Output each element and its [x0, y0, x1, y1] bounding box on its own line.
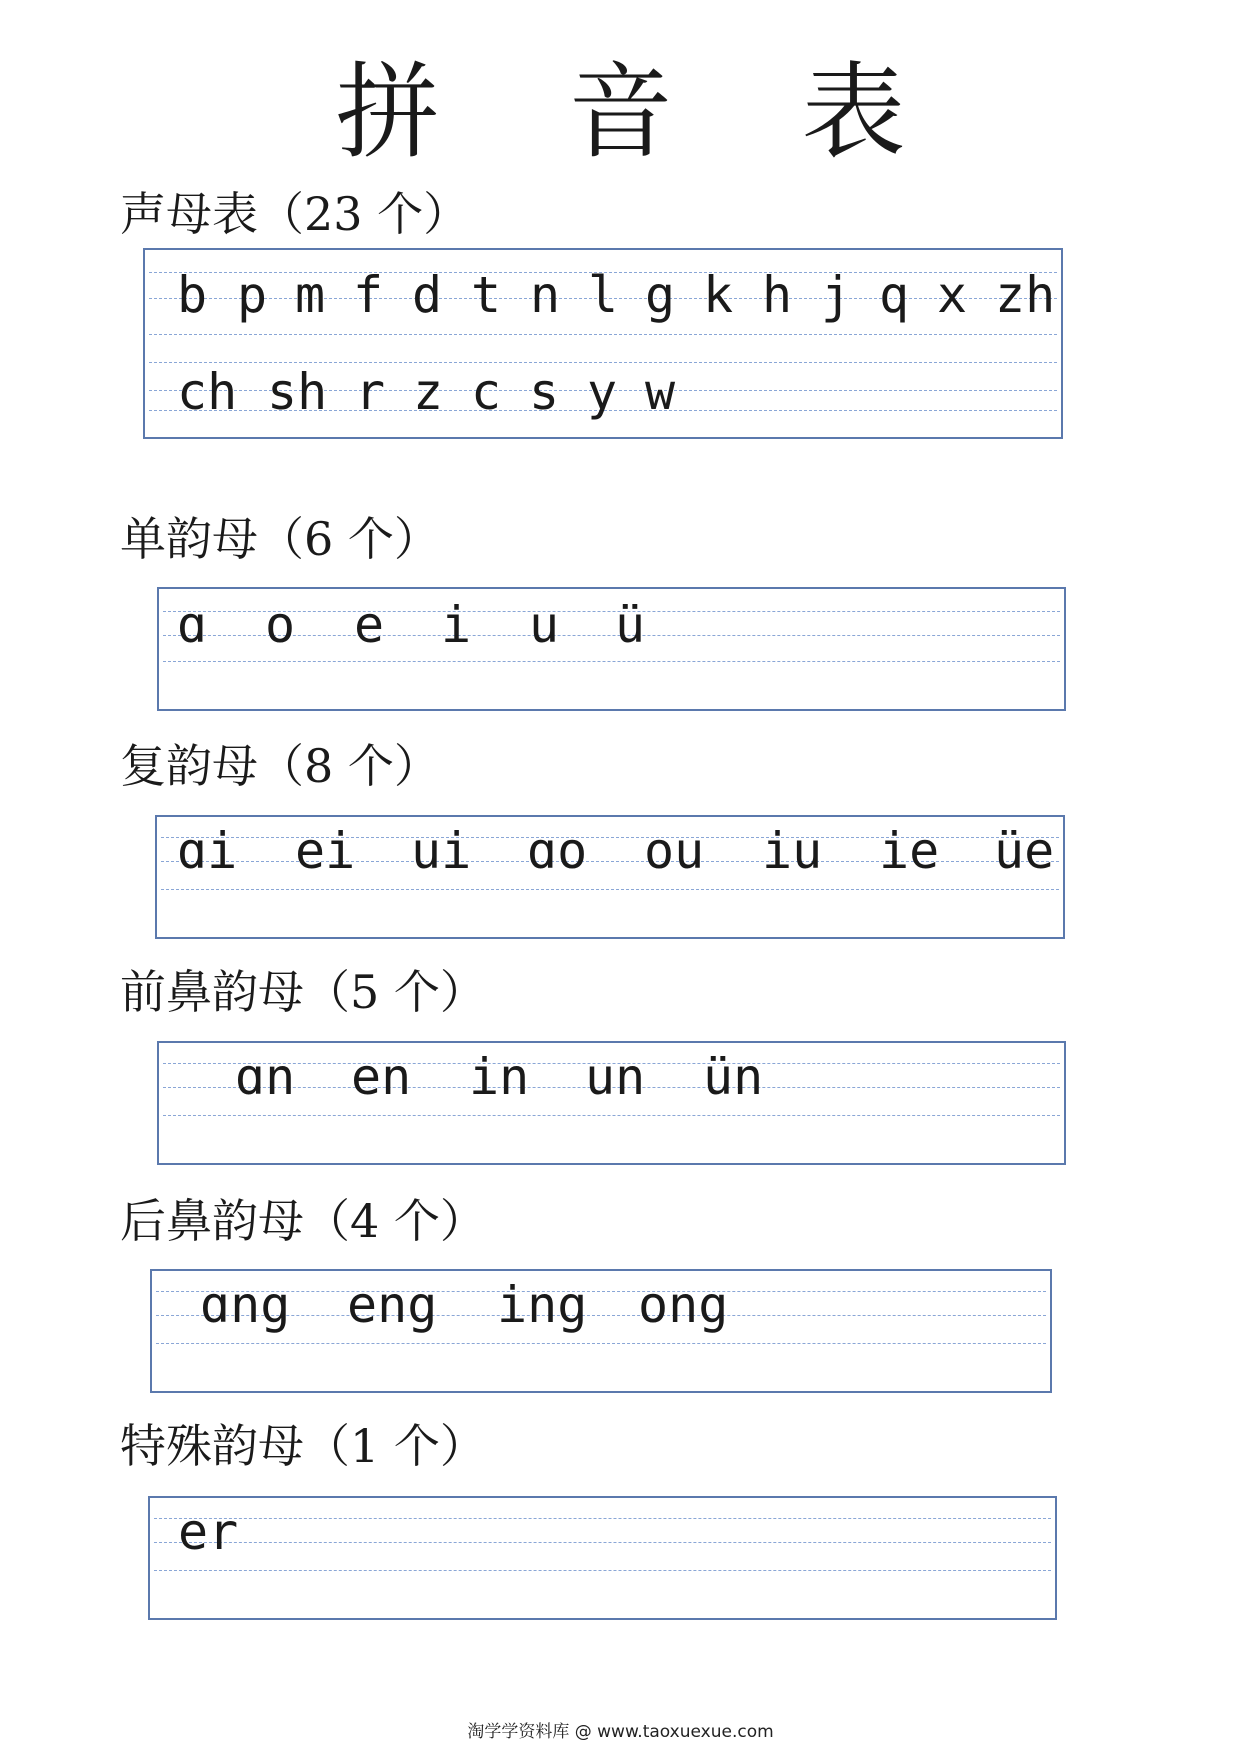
back-nasal-box [150, 1269, 1052, 1393]
final-item: u [529, 596, 560, 654]
final-item: i [441, 596, 472, 654]
simple-finals-row [159, 595, 1064, 655]
final-item: ɑi [177, 822, 238, 880]
final-item: iu [762, 822, 823, 880]
special-final-box [148, 1496, 1057, 1620]
final-item: ui [411, 822, 472, 880]
final-item: üe [994, 822, 1055, 880]
special-final-row [150, 1502, 1055, 1562]
final-item: in [469, 1048, 530, 1106]
final-item: ü [615, 596, 646, 654]
initial-letter: d [412, 266, 443, 324]
initial-letter: x [937, 266, 968, 324]
initial-letter: m [295, 266, 326, 324]
front-nasal-heading: 前鼻韵母（5 个） [120, 965, 486, 1019]
back-nasal-row [152, 1275, 1050, 1335]
initial-letter: k [703, 266, 734, 324]
final-item: ou [644, 822, 705, 880]
simple-finals-box [157, 587, 1066, 711]
initial-letter: g [645, 266, 676, 324]
initial-letter: t [471, 266, 502, 324]
final-item: ie [879, 822, 940, 880]
initial-letter: r [355, 363, 386, 421]
final-item: er [178, 1503, 239, 1561]
final-item: ong [638, 1276, 729, 1334]
initials-box [143, 248, 1063, 439]
initial-letter: ch [177, 363, 238, 421]
simple-finals-heading: 单韵母（6 个） [120, 512, 440, 566]
initials-row-1 [145, 265, 1061, 325]
initial-letter: s [529, 363, 560, 421]
initial-letter: b [177, 266, 208, 324]
footer-watermark: 淘学学资料库 @ www.taoxuexue.com [467, 1722, 774, 1742]
initial-letter: z [413, 363, 444, 421]
front-nasal-row [159, 1047, 1064, 1107]
initial-letter: j [821, 266, 852, 324]
initial-letter: l [588, 266, 619, 324]
initial-letter: f [353, 266, 384, 324]
compound-finals-box [155, 815, 1065, 939]
initials-heading: 声母表（23 个） [120, 187, 470, 241]
initial-letter: c [471, 363, 502, 421]
initials-row-2 [145, 362, 1061, 422]
front-nasal-box [157, 1041, 1066, 1165]
compound-finals-row [157, 821, 1063, 881]
initial-letter: y [587, 363, 618, 421]
initial-letter: w [645, 363, 676, 421]
page-title: 拼 音 表 [335, 51, 954, 173]
special-final-heading: 特殊韵母（1 个） [120, 1419, 486, 1473]
initial-letter: q [879, 266, 910, 324]
final-item: ing [497, 1276, 588, 1334]
final-item: ɑng [200, 1276, 291, 1334]
back-nasal-heading: 后鼻韵母（4 个） [120, 1194, 486, 1248]
final-item: ɑn [235, 1048, 296, 1106]
initial-letter: n [530, 266, 561, 324]
final-item: ɑo [527, 822, 588, 880]
initial-letter: zh [995, 266, 1056, 324]
final-item: e [354, 596, 385, 654]
final-item: ün [703, 1048, 764, 1106]
final-item: eng [347, 1276, 438, 1334]
compound-finals-heading: 复韵母（8 个） [120, 739, 440, 793]
initial-letter: sh [267, 363, 328, 421]
final-item: un [585, 1048, 646, 1106]
final-item: ɑ [177, 596, 208, 654]
final-item: ei [295, 822, 356, 880]
final-item: en [351, 1048, 412, 1106]
initial-letter: p [237, 266, 268, 324]
initial-letter: h [762, 266, 793, 324]
final-item: o [265, 596, 296, 654]
